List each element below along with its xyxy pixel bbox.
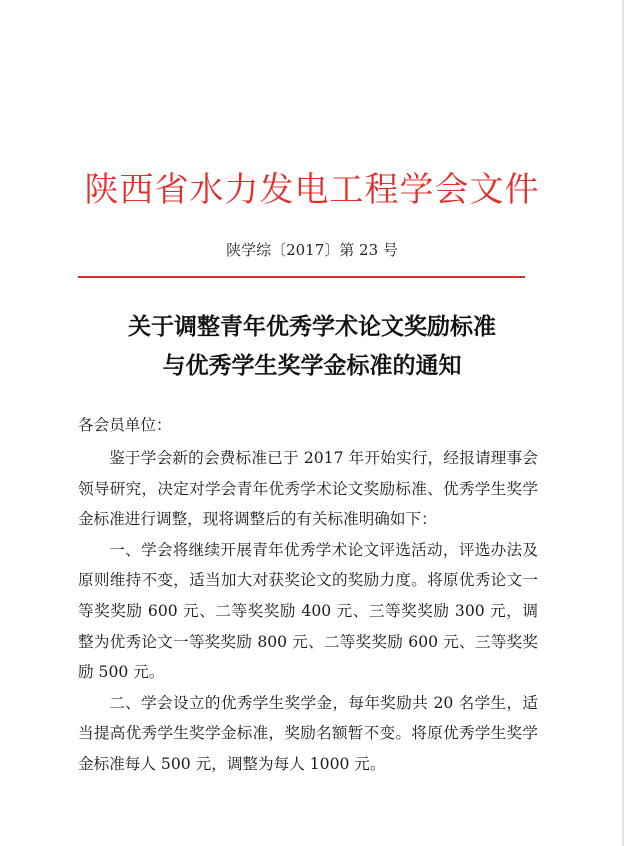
body-text — [78, 443, 538, 780]
notice-title-line-1: 关于调整青年优秀学术论文奖励标准 — [128, 313, 496, 340]
body-paragraph-3: 二、学会设立的优秀学生奖学金，每年奖励共 20 名学生，适当提高优秀学生奖学金标准，奖励名额暂不变。将原优秀学生奖学金标准每人 500 元，调整为每人 1000 元。 — [78, 693, 538, 773]
org-header-title: 陕西省水力发电工程学会文件 — [84, 170, 540, 210]
body-paragraph-2: 一、学会将继续开展青年优秀学术论文评选活动，评选办法及原则维持不变，适当加大对获奖论文的奖励力度。将原优秀论文一等奖奖励 600 元、二等奖奖励 400 元、三等奖奖励 300 元，调整为优秀论文一等奖奖励 800 元、二等奖奖励 600 元、三等奖奖励 500 元。 — [78, 540, 538, 682]
body-paragraph-1: 鉴于学会新的会费标准已于 2017 年开始实行，经报请理事会领导研究，决定对学会青年优秀学术论文奖励标准、优秀学生奖学金标准进行调整，现将调整后的有关标准明确如下： — [78, 449, 538, 529]
document-number: 陕学综〔2017〕第 23 号 — [226, 241, 398, 259]
header-divider — [78, 276, 525, 278]
notice-title-line-2: 与优秀学生奖学金标准的通知 — [162, 352, 462, 379]
salutation: 各会员单位： — [78, 416, 172, 434]
